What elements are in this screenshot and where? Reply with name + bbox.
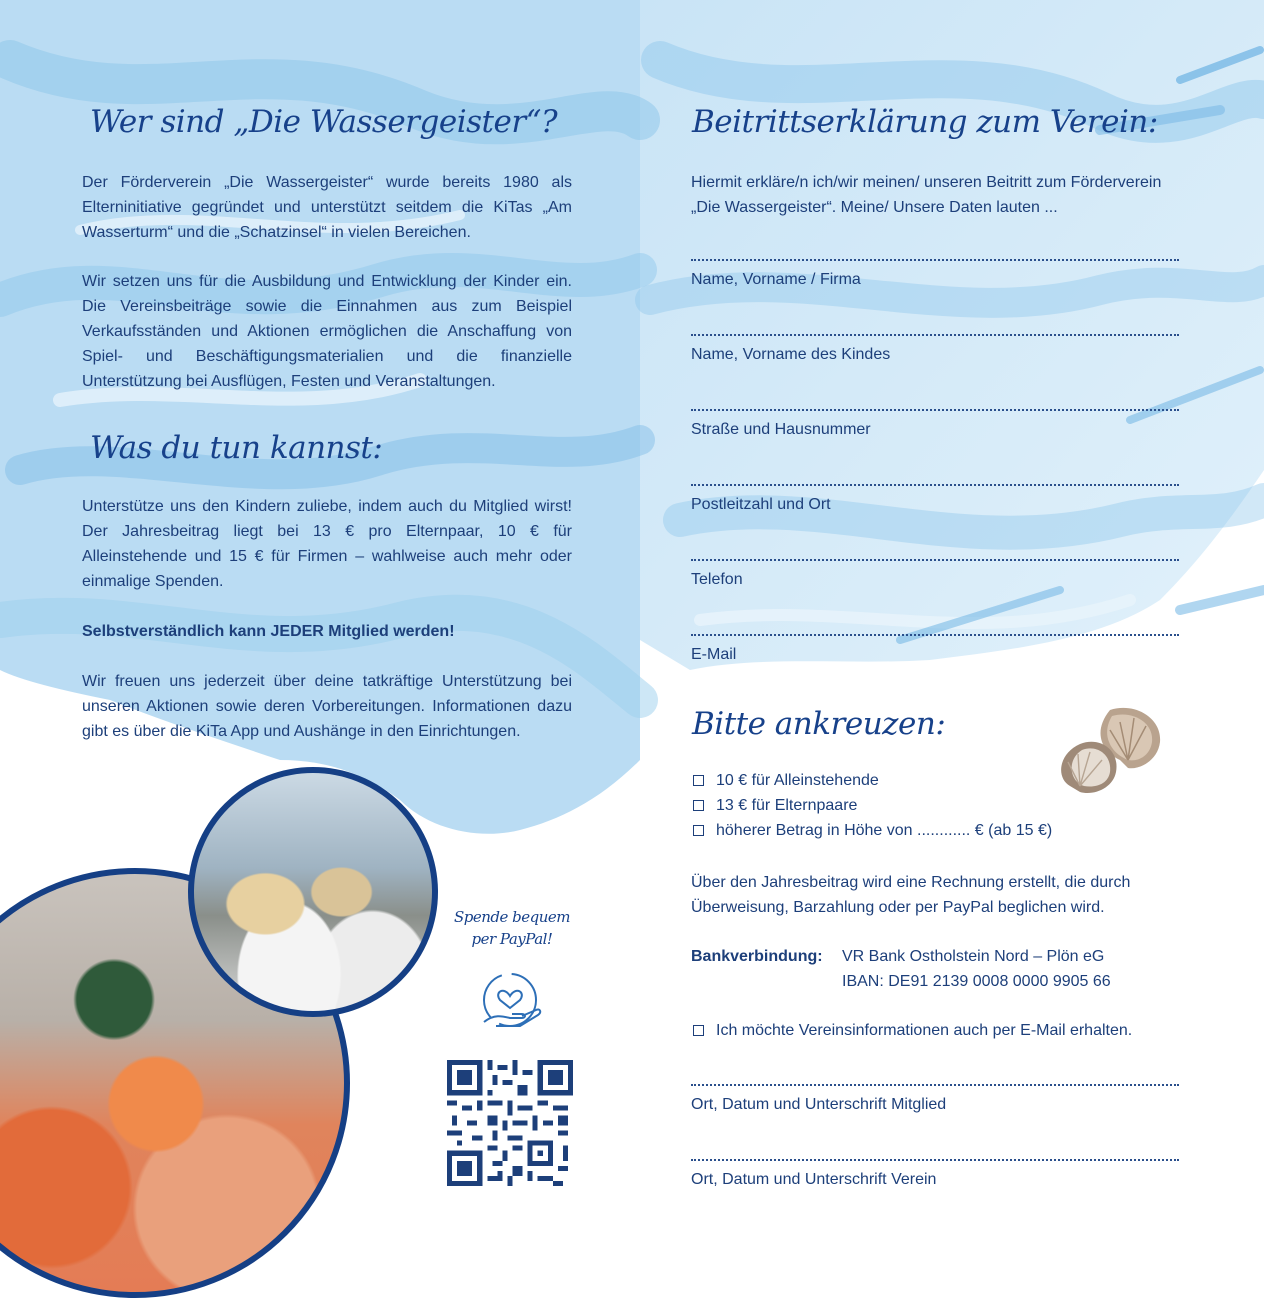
option-single-label: 10 € für Alleinstehende — [716, 772, 879, 789]
bank-iban: IBAN: DE91 2139 0008 0000 9905 66 — [842, 973, 1111, 990]
checkbox-couple[interactable] — [693, 800, 704, 811]
bank-name: VR Bank Ostholstein Nord – Plön eG — [842, 948, 1105, 965]
street-field-label: Straße und Hausnummer — [691, 421, 871, 438]
option-couple[interactable] — [693, 795, 857, 817]
option-email-info[interactable] — [693, 1020, 1132, 1042]
phone-field-line[interactable] — [691, 559, 1179, 561]
children-photo — [188, 767, 438, 1017]
paypal-caption-line2: per PayPal! — [471, 930, 553, 948]
phone-field-label: Telefon — [691, 571, 743, 588]
member-signature-line[interactable] — [691, 1084, 1179, 1086]
club-signature-line[interactable] — [691, 1159, 1179, 1161]
qr-code[interactable] — [447, 1060, 573, 1186]
section-heading-who: Wer sind „Die Wassergeister“? — [90, 104, 558, 140]
shells-icon — [1050, 700, 1170, 800]
checkbox-single[interactable] — [693, 775, 704, 786]
postal-field-line[interactable] — [691, 484, 1179, 486]
club-signature-label: Ort, Datum und Unterschrift Verein — [691, 1171, 937, 1188]
invoice-text: Über den Jahresbeitrag wird eine Rechnung erstellt, die durch Überweisung, Barzahlung oder per PayPal beglichen wird. — [691, 874, 1131, 916]
paypal-caption — [452, 906, 572, 950]
checkbox-custom[interactable] — [693, 825, 704, 836]
option-email-info-label: Ich möchte Vereinsinformationen auch per E-Mail erhalten. — [716, 1022, 1133, 1039]
street-field-line[interactable] — [691, 409, 1179, 411]
option-single[interactable] — [693, 770, 879, 792]
intro-paragraph: Der Förderverein „Die Wassergeister“ wurde bereits 1980 als Elterninitiative gegründet und unterstützt seitdem die KiTas „Am Wasserturm“ und die „Schatzinsel“ in vielen Bereichen. — [82, 174, 572, 241]
form-intro: Hiermit erkläre/n ich/wir meinen/ unseren Beitritt zum Förderverein „Die Wassergeister“. Meine/ Unsere Daten lauten ... — [691, 174, 1162, 216]
membership-paragraph: Unterstütze uns den Kindern zuliebe, indem auch du Mitglied wirst! Der Jahresbeitrag liegt bei 13 € pro Elternpaar, 10 € für Alleinstehende und 15 € für Firmen – wahlweise auch mehr oder einmalige Spenden. — [82, 498, 572, 590]
postal-field-label: Postleitzahl und Ort — [691, 496, 831, 513]
checkbox-heading: Bitte ankreuzen: — [692, 706, 946, 742]
checkbox-email-info[interactable] — [693, 1025, 704, 1036]
name-field-label: Name, Vorname / Firma — [691, 271, 861, 288]
section-heading-what: Was du tun kannst: — [90, 430, 383, 466]
child-name-field-line[interactable] — [691, 334, 1179, 336]
email-field-line[interactable] — [691, 634, 1179, 636]
child-name-field-label: Name, Vorname des Kindes — [691, 346, 891, 363]
heart-hand-icon — [476, 970, 546, 1034]
name-field-line[interactable] — [691, 259, 1179, 261]
option-custom[interactable] — [693, 820, 1052, 842]
option-couple-label: 13 € für Elternpaare — [716, 797, 858, 814]
everyone-note: Selbstverständlich kann JEDER Mitglied werden! — [82, 623, 455, 640]
support-paragraph: Wir freuen uns jederzeit über deine tatkräftige Unterstützung bei unseren Aktionen sowie deren Vorbereitungen. Informationen dazu gibt es über die KiTa App und Aushänge in den Einrichtungen. — [82, 673, 572, 740]
form-heading: Beitrittserklärung zum Verein: — [692, 104, 1158, 140]
email-field-label: E-Mail — [691, 646, 737, 663]
option-custom-label: höherer Betrag in Höhe von ............ € (ab 15 €) — [716, 822, 1053, 839]
member-signature-label: Ort, Datum und Unterschrift Mitglied — [691, 1096, 947, 1113]
mission-paragraph: Wir setzen uns für die Ausbildung und Entwicklung der Kinder ein. Die Vereinsbeiträge sowie die Einnahmen aus zum Beispiel Verkaufsständen und Aktionen ermöglichen die Anschaffung von Spiel- und Beschäftigungsmaterialien und die finanzielle Unterstützung bei Ausflügen, Festen und Veranstaltungen. — [82, 273, 572, 390]
bank-label: Bankverbindung: — [691, 948, 823, 965]
paypal-caption-line1: Spende bequem — [453, 908, 570, 926]
